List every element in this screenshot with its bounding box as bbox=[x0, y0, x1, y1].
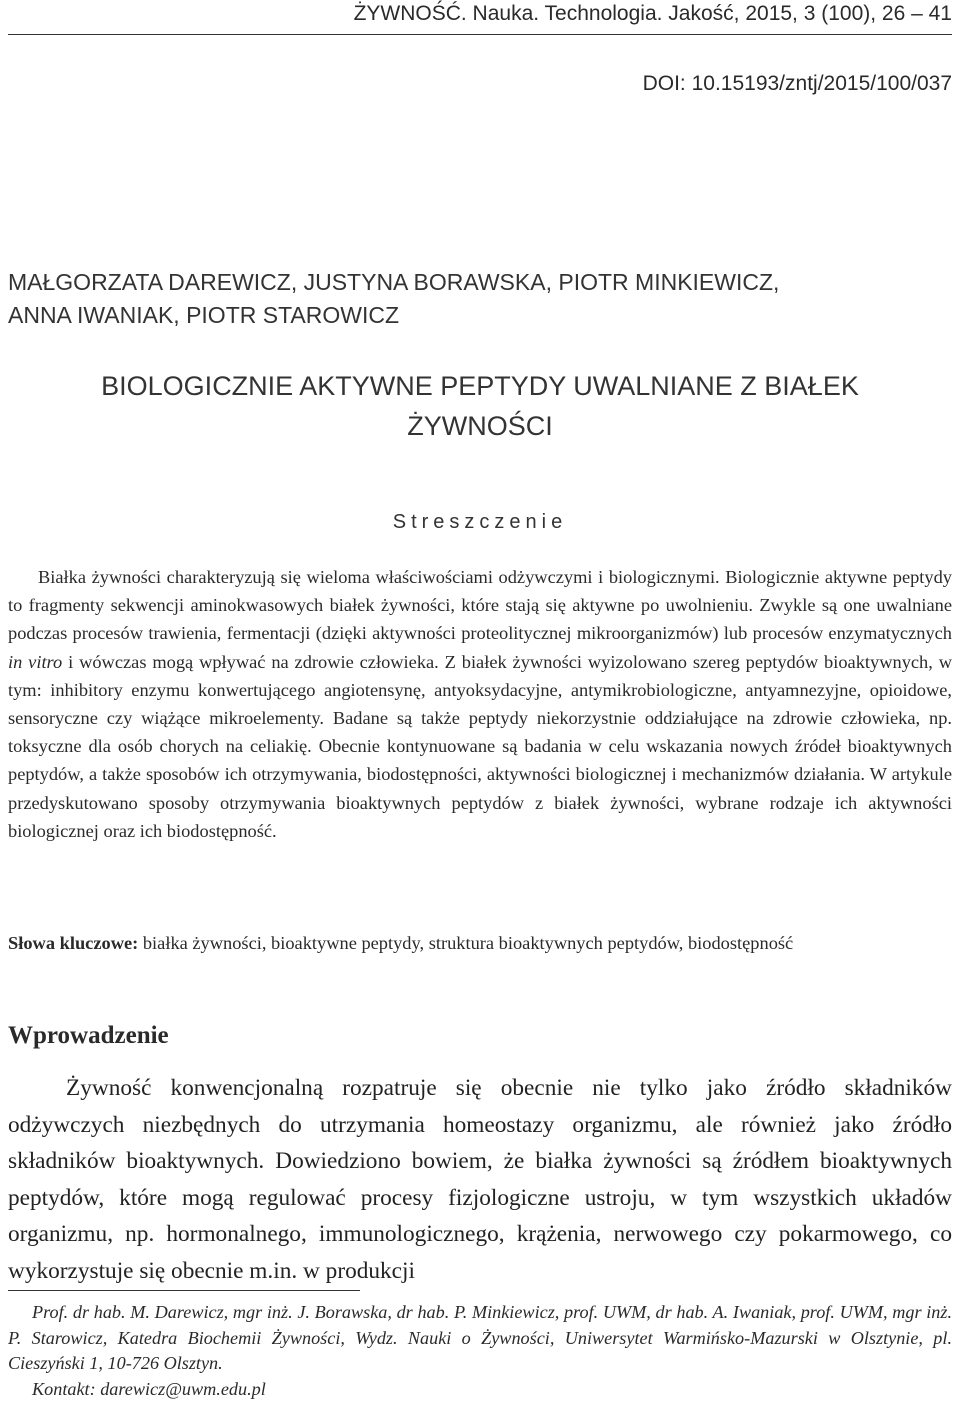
doi: DOI: 10.15193/zntj/2015/100/037 bbox=[642, 72, 952, 95]
abstract bbox=[8, 563, 952, 845]
abstract-paragraph bbox=[8, 563, 952, 845]
abstract-text-2: i wówczas mogą wpływać na zdrowie człowieka. Z białek żywności wyizolowano szereg peptydów bioaktywnych, w tym: inhibitory enzymu konwertującego angiotensynę, antyoksydacyjne, antymikrobiologiczne, antyamnezyjne, opioidowe, sensoryczne czy wiążące mikroelementy. Badane są także peptydy niekorzystnie oddziałujące na zdrowie człowieka, np. toksyczne dla osób chorych na celiakię. Obecnie kontynuowane są badania w celu wskazania nowych źródeł bioaktywnych peptydów, a także sposobów ich otrzymywania, biodostępności, aktywności biologicznej i mechanizmów działania. W artykule przedyskutowano sposoby otrzymywania bioaktywnych peptydów z białek żywności, wybrane rodzaje ich aktywności biologicznej oraz ich biodostępność. bbox=[8, 651, 952, 841]
authors-line-1: MAŁGORZATA DAREWICZ, JUSTYNA BORAWSKA, PIOTR MINKIEWICZ, bbox=[8, 269, 780, 295]
footnote-divider bbox=[8, 1290, 360, 1291]
footnote bbox=[8, 1300, 952, 1403]
keywords-text: białka żywności, bioaktywne peptydy, struktura bioaktywnych peptydów, biodostępność bbox=[138, 933, 794, 953]
intro-body bbox=[8, 1070, 952, 1289]
paper-title bbox=[8, 366, 952, 446]
abstract-heading: Streszczenie bbox=[392, 511, 568, 533]
section-heading: Wprowadzenie bbox=[8, 1022, 169, 1049]
abstract-italic: in vitro bbox=[8, 651, 63, 672]
authors-line-2: ANNA IWANIAK, PIOTR STAROWICZ bbox=[8, 302, 400, 328]
journal-citation: ŻYWNOŚĆ. Nauka. Technologia. Jakość, 2015, 3 (100), 26 – 41 bbox=[353, 2, 952, 25]
title-line-2: ŻYWNOŚCI bbox=[407, 411, 553, 441]
title-line-1: BIOLOGICZNIE AKTYWNE PEPTYDY UWALNIANE Z BIAŁEK bbox=[101, 371, 859, 401]
keywords-label: Słowa kluczowe: bbox=[8, 933, 139, 953]
header-divider bbox=[8, 34, 952, 35]
footnote-contact: Kontakt: darewicz@uwm.edu.pl bbox=[32, 1379, 266, 1400]
footnote-affiliation: Prof. dr hab. M. Darewicz, mgr inż. J. Borawska, dr hab. P. Minkiewicz, prof. UWM, dr hab. A. Iwaniak, prof. UWM, mgr inż. P. Starowicz, Katedra Biochemii Żywności, Wydz. Nauki o Żywności, Uniwersytet Warmińsko-Mazurski w Olsztynie, pl. Cieszyński 1, 10-726 Olsztyn. bbox=[8, 1302, 952, 1374]
authors bbox=[8, 266, 952, 332]
intro-paragraph: Żywność konwencjonalną rozpatruje się obecnie nie tylko jako źródło składników odżywczych niezbędnych do utrzymania homeostazy organizmu, ale również jako źródło składników bioaktywnych. Dowiedziono bowiem, że białka żywności są źródłem bioaktywnych peptydów, które mogą regulować procesy fizjologiczne ustroju, w tym wszystkich układów organizmu, np. hormonalnego, immunologicznego, krążenia, nerwowego czy pokarmowego, co wykorzystuje się obecnie m.in. w produkcji bbox=[8, 1075, 952, 1284]
keywords bbox=[8, 929, 952, 957]
abstract-text-1: Białka żywności charakteryzują się wieloma właściwościami odżywczymi i biologicznymi. Biologicznie aktywne peptydy to fragmenty sekwencji aminokwasowych białek żywności, które stają się aktywne po uwolnieniu. Zwykle są one uwalniane podczas procesów trawienia, fermentacji (dzięki aktywności proteolitycznej mikroorganizmów) lub procesów enzymatycznych bbox=[8, 567, 952, 644]
